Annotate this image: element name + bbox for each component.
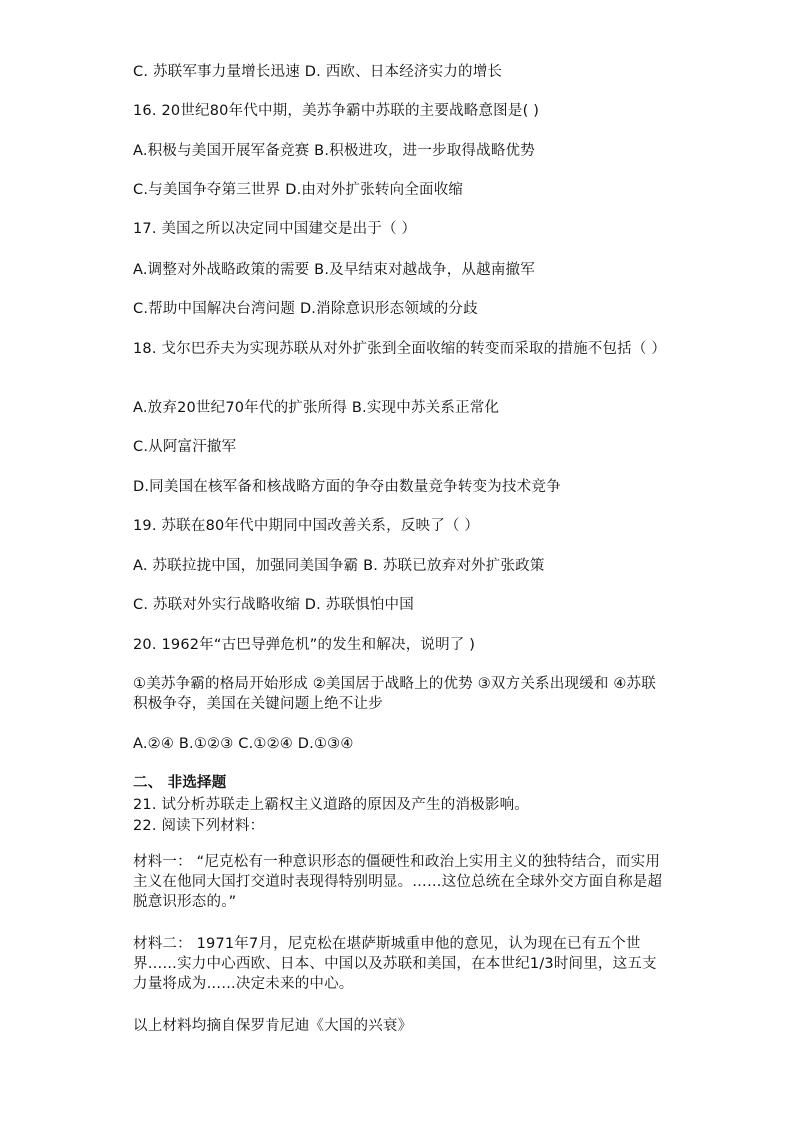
question-15-options-cd: C. 苏联军事力量增长迅速 D. 西欧、日本经济实力的增长 <box>133 64 503 80</box>
question-20-answers: A.②④ B.①②③ C.①②④ D.①③④ <box>133 736 354 752</box>
question-18-stem: 18. 戈尔巴乔夫为实现苏联从对外扩张到全面收缩的转变而采取的措施不包括（ ） <box>133 341 667 357</box>
question-16-options-ab: A.积极与美国开展军备竞赛 B.积极进攻，进一步取得战略优势 <box>133 143 535 159</box>
question-22: 22. 阅读下列材料： <box>133 818 265 834</box>
material-source: 以上材料均摘自保罗肯尼迪《大国的兴衰》 <box>133 1018 413 1034</box>
question-16-options-cd: C.与美国争夺第三世界 D.由对外扩张转向全面收缩 <box>133 182 464 198</box>
question-18-options-ab: A.放弃20世纪70年代的扩张所得 B.实现中苏关系正常化 <box>133 400 500 416</box>
material-1: 材料一： “尼克松有一种意识形态的僵硬性和政治上实用主义的独特结合，而实用主义在他同大国打交道时表现得特别明显。……这位总统在全球外交方面自称是超脱意识形态的。” <box>133 854 663 910</box>
question-17-options-ab: A.调整对外战略政策的需要 B.及早结束对越战争，从越南撤军 <box>133 262 535 278</box>
question-19-options-ab: A. 苏联拉拢中国，加强同美国争霸 B. 苏联已放弃对外扩张政策 <box>133 558 545 574</box>
question-17-stem: 17. 美国之所以决定同中国建交是出于（ ） <box>133 221 417 237</box>
question-19-options-cd: C. 苏联对外实行战略收缩 D. 苏联惧怕中国 <box>133 597 414 613</box>
question-20-statements: ①美苏争霸的格局开始形成 ②美国居于战略上的优势 ③双方关系出现缓和 ④苏联积极争夺，美国在关键问题上绝不让步 <box>133 676 656 712</box>
question-18-option-c: C.从阿富汗撤军 <box>133 439 237 455</box>
question-20-stem: 20. 1962年“古巴导弹危机”的发生和解决，说明了 ) <box>133 637 476 653</box>
question-18-option-d: D.同美国在核军备和核战略方面的争夺由数量竞争转变为技术竞争 <box>133 479 561 495</box>
question-16-stem: 16. 20世纪80年代中期，美苏争霸中苏联的主要战略意图是( ) <box>133 103 540 119</box>
material-2: 材料二： 1971年7月，尼克松在堪萨斯城重申他的意见，认为现在已有五个世界……实力中心西欧、日本、中国以及苏联和美国，在本世纪1/3时间里，这五支力量将成为……决定未来的中心。 <box>133 936 657 992</box>
question-17-options-cd: C.帮助中国解决台湾问题 D.消除意识形态领域的分歧 <box>133 301 478 317</box>
question-21: 21. 试分析苏联走上霸权主义道路的原因及产生的消极影响。 <box>133 797 529 813</box>
section-2-heading: 二、 非选择题 <box>133 775 227 791</box>
question-19-stem: 19. 苏联在80年代中期同中国改善关系，反映了（ ） <box>133 518 480 534</box>
